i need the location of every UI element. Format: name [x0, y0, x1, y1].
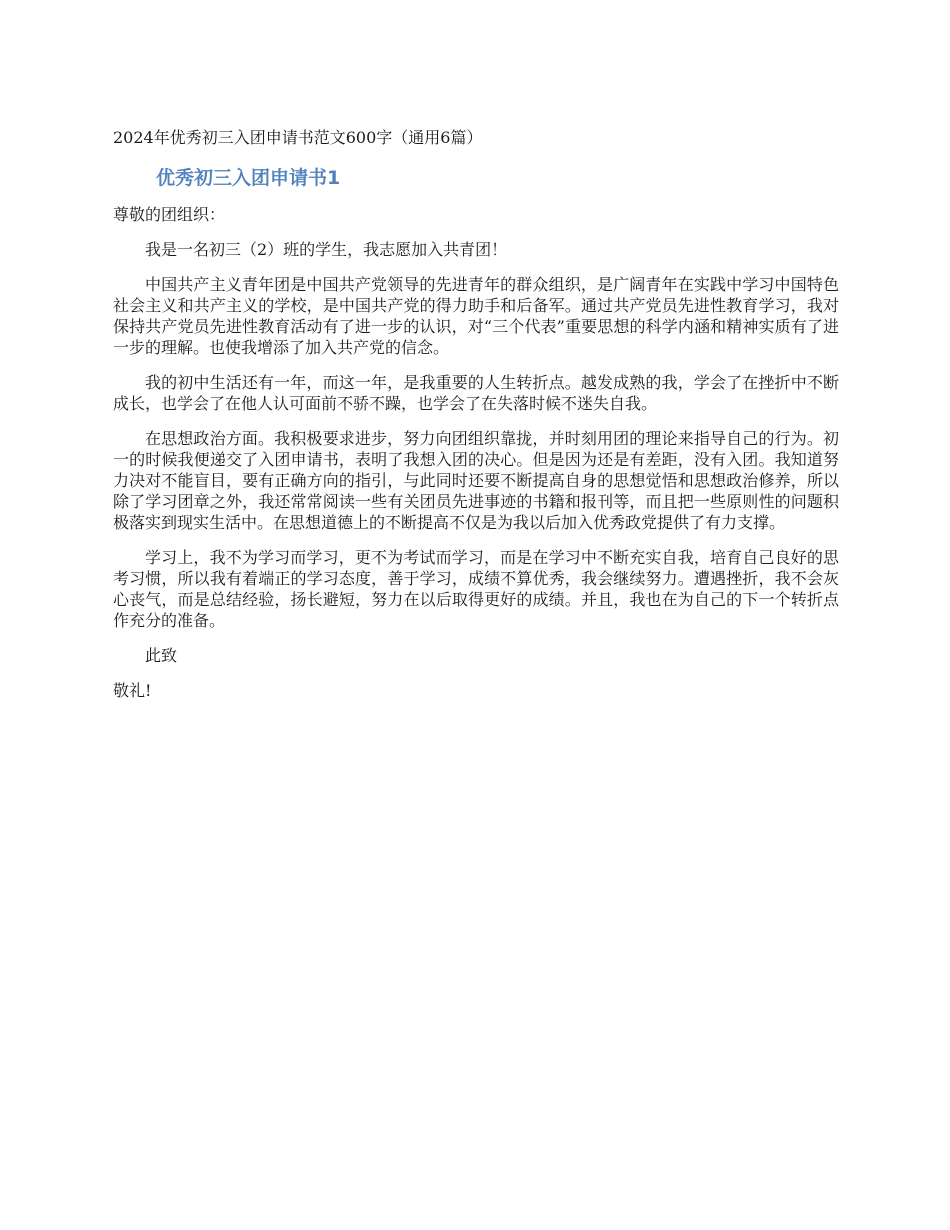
section-heading: 优秀初三入团申请书1 — [156, 167, 341, 189]
paragraph-intro: 我是一名初三（2）班的学生，我志愿加入共青团！ — [145, 240, 508, 259]
salutation: 尊敬的团组织： — [113, 205, 226, 224]
letter-body — [113, 204, 839, 715]
paragraph-political-thought: 在思想政治方面。我积极要求进步，努力向团组织靠拢，并时刻用团的理论来指导自己的行为。初一的时候我便递交了入团申请书，表明了我想入团的决心。但是因为还是有差距，没有入团。我知道努力决对不能盲目，要有正确方向的指引，与此同时还要不断提高自身的思想觉悟和思想政治修养，所以除了学习团章之外，我还常常阅读一些有关团员先进事迹的书籍和报刊等，而且把一些原则性的问题积极落实到现实生活中。在思想道德上的不断提高不仅是为我以后加入优秀政党提供了有力支撑。 — [113, 429, 839, 532]
document-title: 2024年优秀初三入团申请书范文600字（通用6篇） — [113, 128, 483, 147]
paragraph-study: 学习上，我不为学习而学习，更不为考试而学习，而是在学习中不断充实自我，培育自己良好的思考习惯，所以我有着端正的学习态度，善于学习，成绩不算优秀，我会继续努力。遭遇挫折，我不会灰心丧气，而是总结经验，扬长避短，努力在以后取得更好的成绩。并且，我也在为自己的下一个转折点作充分的准备。 — [113, 548, 839, 630]
closing: 此致 — [145, 646, 178, 665]
paragraph-league-definition: 中国共产主义青年团是中国共产党领导的先进青年的群众组织，是广阔青年在实践中学习中国特色社会主义和共产主义的学校，是中国共产党的得力助手和后备军。通过共产党员先进性教育学习，我对保持共产党员先进性教育活动有了进一步的认识，对“三个代表”重要思想的科学内涵和精神实质有了进一步的理解。也使我增添了加入共产党的信念。 — [113, 275, 839, 357]
paragraph-life-turning-point: 我的初中生活还有一年，而这一年，是我重要的人生转折点。越发成熟的我，学会了在挫折中不断成长，也学会了在他人认可面前不骄不躁，也学会了在失落时候不迷失自我。 — [113, 373, 839, 413]
regards: 敬礼! — [113, 681, 152, 700]
